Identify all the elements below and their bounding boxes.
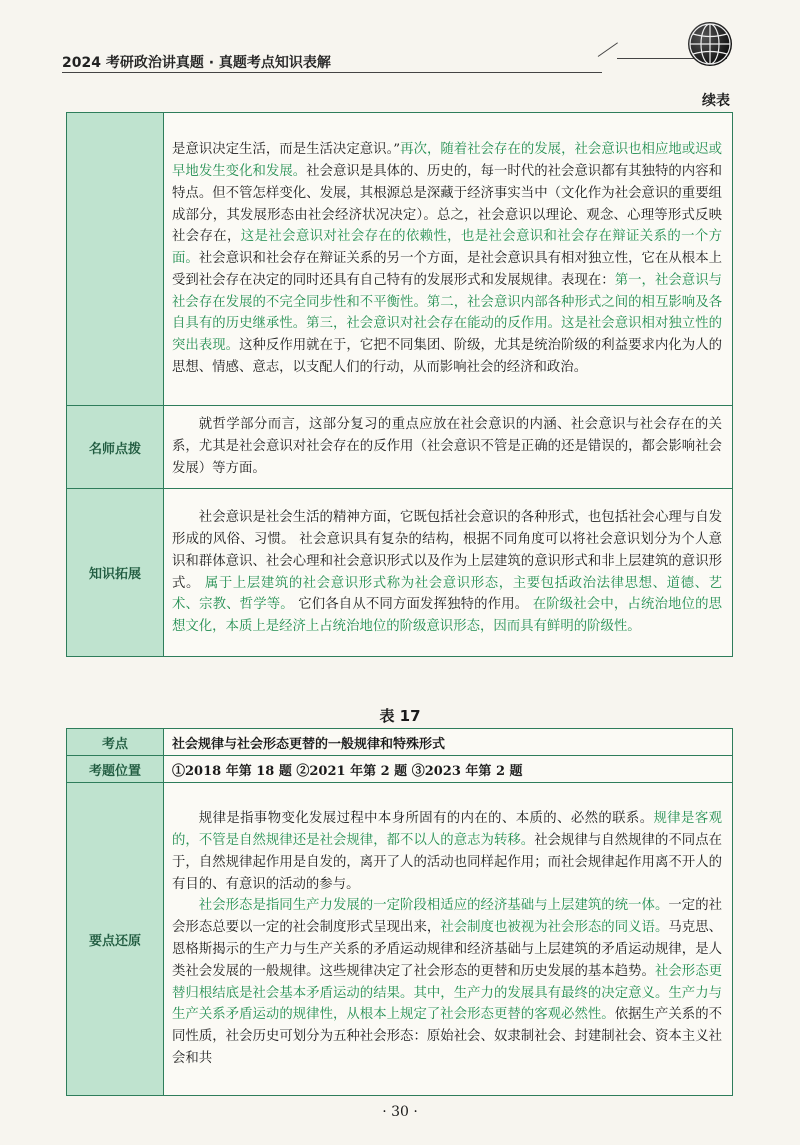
highlight-text: 再次，随着社会存在的发展，社会意识也相应地或迟或早地发生变化和发展。 — [172, 142, 722, 179]
highlight-text: 属于上层建筑的社会意识形式称为社会意识形态，主要包括政治法律思想、道德、艺术、宗教、哲学等。 — [172, 575, 723, 613]
paragraph — [172, 895, 722, 1069]
knowledge-table-16 — [66, 112, 733, 657]
body-text: 社会意识和社会存在辩证关系的另一个方面，是社会意识具有相对独立性，它在从根本上受到社会存在决定的同时还具有自己特有的发展形式和发展规律。表现在： — [172, 251, 723, 288]
knowledge-table-17 — [66, 728, 733, 1096]
body-text: 是意识决定生活，而是生活决定意识。” — [172, 142, 401, 158]
table-row — [67, 113, 733, 406]
body-text: 依据生产关系的不同性质，社会历史可划分为五种社会形态：原始社会、奴隶制社会、封建制社会、资本主义社会和共 — [172, 1007, 723, 1066]
book-title: 2024 考研政治讲真题 · 真题考点知识表解 — [62, 55, 331, 71]
page-number: · 30 · — [382, 1104, 418, 1120]
header-rule-slant — [598, 42, 618, 57]
body-text: 这种反作用就在于，它把不同集团、阶级，尤其是统治阶级的利益要求内化为人的思想、情感、意志，以支配人们的行动，从而影响社会的经济和政治。 — [172, 338, 722, 376]
highlight-text: 这是社会意识对社会存在的依赖性，也是社会意识和社会存在辩证关系的一个方面。 — [172, 229, 722, 267]
row-label: 考点 — [67, 729, 164, 756]
table-title: 表 17 — [379, 707, 421, 725]
knowledge-extension-cell — [164, 489, 733, 657]
paragraph — [172, 507, 722, 638]
running-header — [62, 48, 732, 74]
exam-position-text: ①2018 年第 18 题 ②2021 年第 2 题 ③2023 年第 2 题 — [172, 763, 523, 779]
highlight-text: 第一，社会意识与社会存在发展的不完全同步性和不平衡性。第二，社会意识内部各种形式之间的相互影响及各自具有的历史继承性。第三，社会意识对社会存在能动的反作用。这是社会意识相对独立性的突出表现。 — [172, 272, 723, 354]
body-text: 一定的社会形态总要以一定的社会制度形式呈现出来， — [172, 898, 722, 936]
table-row — [67, 729, 733, 756]
paragraph — [172, 808, 722, 895]
body-text: 社会意识是社会生活的精神方面，它既包括社会意识的各种形式，也包括社会心理与自发形成的风俗、习惯。 社会意识具有复杂的结构，根据不同角度可以将社会意识划分为个人意识和群体意识、社会心理和社会意识形式以及作为上层建筑的意识形式和非上层建筑的意识形式。 — [172, 510, 722, 591]
body-text: 马克思、恩格斯揭示的生产力与生产关系的矛盾运动规律和经济基础与上层建筑的矛盾运动规律，是人类社会发展的一般规律。这些规律决定了社会形态的更替和历史发展的基本趋势。 — [172, 920, 723, 979]
body-text: 社会规律与自然规律的不同点在于，自然规律起作用是自发的，离开了人的活动也同样起作用；而社会规律起作用离不开人的有目的、有意识的活动的参与。 — [172, 833, 723, 892]
highlight-text: 社会形态更替归根结底是社会基本矛盾运动的结果。其中，生产力的发展具有最终的决定意义。生产力与生产关系矛盾运动的规律性，从根本上规定了社会形态更替的客观必然性。 — [172, 963, 723, 1023]
row-label: 知识拓展 — [67, 489, 164, 657]
body-text: 规律是指事物变化发展过程中本身所固有的内在的、本质的、必然的联系。 — [198, 811, 654, 827]
continued-label: 续表 — [702, 93, 730, 109]
exam-position-cell — [164, 756, 733, 783]
globe-icon — [688, 22, 732, 66]
row-label: 名师点拨 — [67, 406, 164, 489]
highlight-text: 社会形态是指同生产力发展的一定阶段相适应的经济基础与上层建筑的统一体。 — [198, 898, 669, 914]
paragraph — [172, 139, 722, 379]
continued-body-cell — [164, 113, 733, 406]
topic-cell: 社会规律与社会形态更替的一般规律和特殊形式 — [164, 729, 733, 756]
table-row — [67, 783, 733, 1096]
table-row — [67, 756, 733, 783]
highlight-text: 社会制度也被视为社会形态的同义语。 — [440, 920, 669, 936]
teacher-tips-cell — [164, 406, 733, 489]
body-text: 社会意识是具体的、历史的，每一时代的社会意识都有其独特的内容和特点。但不管怎样变化、发展，其根源总是深藏于经济事实当中（文化作为社会意识的重要组成部分，其发展形态由社会经济状况决定）。总之，社会意识以理论、观念、心理等形式反映社会存在， — [172, 163, 723, 245]
row-label-empty — [67, 113, 164, 406]
highlight-text: 规律是客观的，不管是自然规律还是社会规律，都不以人的意志为转移。 — [172, 811, 723, 849]
table-row — [67, 406, 733, 489]
row-label: 考题位置 — [67, 756, 164, 783]
table-row — [67, 489, 733, 657]
paragraph: 就哲学部分而言，这部分复习的重点应放在社会意识的内涵、社会意识与社会存在的关系，尤其是社会意识对社会存在的反作用（社会意识不管是正确的还是错误的，都会影响社会发展）等方面。 — [172, 417, 722, 476]
row-label: 要点还原 — [67, 783, 164, 1096]
body-text: 它们各自从不同方面发挥独特的作用。 — [293, 597, 533, 613]
header-rule — [62, 72, 602, 73]
key-points-cell — [164, 783, 733, 1096]
highlight-text: 在阶级社会中，占统治地位的思想文化，本质上是经济上占统治地位的阶级意识形态，因而具有鲜明的阶级性。 — [172, 597, 723, 635]
